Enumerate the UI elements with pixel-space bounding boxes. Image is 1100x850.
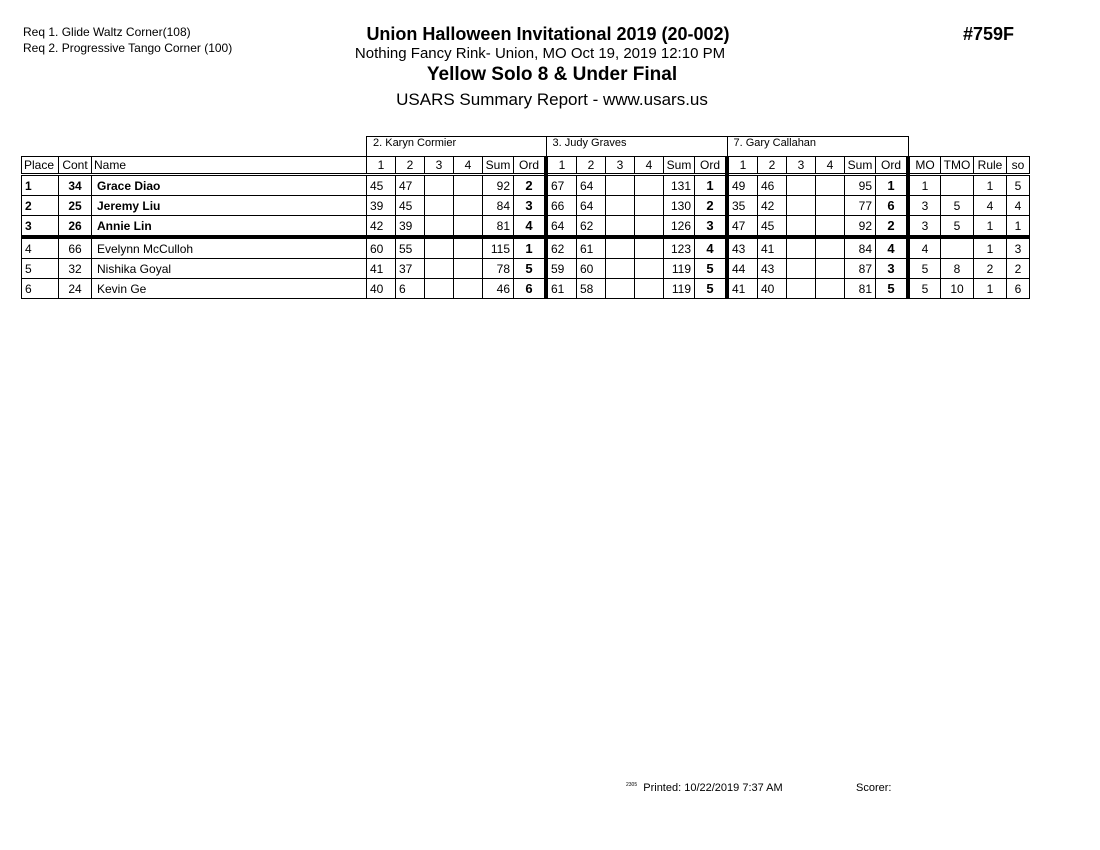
col-place: Place <box>22 157 59 175</box>
ord-cell: 1 <box>876 175 909 196</box>
col-score: 2 <box>758 157 787 175</box>
so-cell: 5 <box>1007 175 1030 196</box>
score-cell: 45 <box>396 196 425 216</box>
so-cell: 2 <box>1007 259 1030 279</box>
score-cell: 61 <box>577 237 606 259</box>
sum-cell: 92 <box>483 175 514 196</box>
score-cell <box>454 175 483 196</box>
score-cell <box>635 279 664 299</box>
col-ord: Ord <box>695 157 728 175</box>
score-cell: 41 <box>727 279 758 299</box>
score-cell: 60 <box>367 237 396 259</box>
score-cell <box>425 216 454 238</box>
table-row <box>22 175 1030 196</box>
so-cell: 3 <box>1007 237 1030 259</box>
competition-title: Union Halloween Invitational 2019 (20-002) <box>366 24 730 44</box>
score-cell: 66 <box>546 196 577 216</box>
ord-cell: 2 <box>514 175 547 196</box>
score-cell: 37 <box>396 259 425 279</box>
ord-cell: 4 <box>876 237 909 259</box>
sum-cell: 77 <box>845 196 876 216</box>
sum-cell: 87 <box>845 259 876 279</box>
ord-cell: 5 <box>514 259 547 279</box>
score-cell <box>816 279 845 299</box>
rule-cell: 4 <box>974 196 1007 216</box>
report-title: USARS Summary Report - www.usars.us <box>396 90 708 109</box>
mo-cell: 5 <box>908 259 941 279</box>
score-cell <box>425 237 454 259</box>
sum-cell: 119 <box>664 279 695 299</box>
name-cell: Kevin Ge <box>92 279 367 299</box>
mo-cell: 3 <box>908 216 941 238</box>
place-cell: 1 <box>22 175 59 196</box>
score-cell: 47 <box>396 175 425 196</box>
ord-cell: 5 <box>876 279 909 299</box>
results-table <box>21 136 1030 299</box>
sum-cell: 46 <box>483 279 514 299</box>
score-cell <box>816 175 845 196</box>
col-rule: Rule <box>974 157 1007 175</box>
ord-cell: 5 <box>695 259 728 279</box>
table-row <box>22 216 1030 238</box>
sum-cell: 126 <box>664 216 695 238</box>
sum-cell: 92 <box>845 216 876 238</box>
score-cell: 45 <box>758 216 787 238</box>
score-cell: 44 <box>727 259 758 279</box>
score-cell <box>606 279 635 299</box>
score-cell <box>787 175 816 196</box>
score-cell <box>816 196 845 216</box>
name-cell: Annie Lin <box>92 216 367 238</box>
score-cell: 42 <box>758 196 787 216</box>
sum-cell: 84 <box>845 237 876 259</box>
score-cell: 46 <box>758 175 787 196</box>
table-row <box>22 237 1030 259</box>
col-score: 3 <box>787 157 816 175</box>
ord-cell: 2 <box>876 216 909 238</box>
table-row <box>22 196 1030 216</box>
so-cell: 4 <box>1007 196 1030 216</box>
sum-cell: 131 <box>664 175 695 196</box>
cont-cell: 25 <box>59 196 92 216</box>
col-name: Name <box>92 157 367 175</box>
score-cell: 6 <box>396 279 425 299</box>
rule-cell: 1 <box>974 237 1007 259</box>
score-cell: 58 <box>577 279 606 299</box>
scorer-label: Scorer: <box>856 782 892 794</box>
rule-cell: 2 <box>974 259 1007 279</box>
mo-cell: 1 <box>908 175 941 196</box>
place-cell: 2 <box>22 196 59 216</box>
score-cell <box>787 237 816 259</box>
score-cell <box>635 259 664 279</box>
sum-cell: 81 <box>845 279 876 299</box>
col-ord: Ord <box>876 157 909 175</box>
score-cell: 64 <box>546 216 577 238</box>
score-cell <box>425 196 454 216</box>
score-cell <box>816 216 845 238</box>
sum-cell: 123 <box>664 237 695 259</box>
score-cell <box>425 175 454 196</box>
col-sum: Sum <box>664 157 695 175</box>
score-cell <box>425 259 454 279</box>
score-cell <box>787 279 816 299</box>
score-cell: 62 <box>577 216 606 238</box>
sum-cell: 95 <box>845 175 876 196</box>
score-cell: 55 <box>396 237 425 259</box>
column-header-row <box>22 157 1030 175</box>
score-cell <box>787 259 816 279</box>
score-cell: 67 <box>546 175 577 196</box>
so-cell: 1 <box>1007 216 1030 238</box>
mo-cell: 4 <box>908 237 941 259</box>
table-row <box>22 259 1030 279</box>
score-cell: 42 <box>367 216 396 238</box>
score-cell <box>635 175 664 196</box>
ord-cell: 2 <box>695 196 728 216</box>
cont-cell: 24 <box>59 279 92 299</box>
requirement-1: Req 1. Glide Waltz Corner(108) <box>23 25 191 39</box>
sum-cell: 78 <box>483 259 514 279</box>
score-cell <box>787 196 816 216</box>
ord-cell: 5 <box>695 279 728 299</box>
tmo-cell: 5 <box>941 196 974 216</box>
score-cell: 64 <box>577 175 606 196</box>
sum-cell: 81 <box>483 216 514 238</box>
requirement-2: Req 2. Progressive Tango Corner (100) <box>23 41 233 55</box>
col-score: 3 <box>425 157 454 175</box>
cont-cell: 66 <box>59 237 92 259</box>
cont-cell: 26 <box>59 216 92 238</box>
col-so: so <box>1007 157 1030 175</box>
score-cell: 41 <box>758 237 787 259</box>
score-cell: 40 <box>758 279 787 299</box>
venue-date: Nothing Fancy Rink- Union, MO Oct 19, 2019 12:10 PM <box>354 45 726 62</box>
score-cell <box>454 259 483 279</box>
score-cell: 45 <box>367 175 396 196</box>
ord-cell: 3 <box>514 196 547 216</box>
ord-cell: 6 <box>514 279 547 299</box>
score-cell <box>454 216 483 238</box>
place-cell: 4 <box>22 237 59 259</box>
tmo-cell: 5 <box>941 216 974 238</box>
judge-name: 7. Gary Callahan <box>727 137 908 157</box>
col-score: 1 <box>727 157 758 175</box>
sum-cell: 84 <box>483 196 514 216</box>
score-cell: 39 <box>396 216 425 238</box>
name-cell: Evelynn McCulloh <box>92 237 367 259</box>
score-cell <box>635 196 664 216</box>
rule-cell: 1 <box>974 175 1007 196</box>
ord-cell: 3 <box>695 216 728 238</box>
judge-name: 3. Judy Graves <box>546 137 727 157</box>
judge-name: 2. Karyn Cormier <box>367 137 547 157</box>
place-cell: 5 <box>22 259 59 279</box>
col-score: 3 <box>606 157 635 175</box>
score-cell <box>787 216 816 238</box>
ord-cell: 1 <box>695 175 728 196</box>
score-cell: 39 <box>367 196 396 216</box>
score-cell <box>635 216 664 238</box>
table-row <box>22 279 1030 299</box>
score-cell <box>454 279 483 299</box>
tmo-cell <box>941 237 974 259</box>
printed-info <box>626 782 783 794</box>
report-code: 2305 <box>626 782 638 788</box>
score-cell: 35 <box>727 196 758 216</box>
col-score: 1 <box>367 157 396 175</box>
sum-cell: 119 <box>664 259 695 279</box>
printed-date: Printed: 10/22/2019 7:37 AM <box>643 782 783 794</box>
rule-cell: 1 <box>974 216 1007 238</box>
tmo-cell: 10 <box>941 279 974 299</box>
score-cell <box>816 259 845 279</box>
sum-cell: 115 <box>483 237 514 259</box>
col-sum: Sum <box>483 157 514 175</box>
score-cell: 59 <box>546 259 577 279</box>
score-cell: 64 <box>577 196 606 216</box>
so-cell: 6 <box>1007 279 1030 299</box>
col-score: 2 <box>396 157 425 175</box>
col-score: 4 <box>454 157 483 175</box>
score-cell: 40 <box>367 279 396 299</box>
event-number: #759F <box>963 24 1015 44</box>
name-cell: Jeremy Liu <box>92 196 367 216</box>
score-cell <box>454 196 483 216</box>
col-score: 4 <box>816 157 845 175</box>
score-cell: 43 <box>758 259 787 279</box>
ord-cell: 4 <box>695 237 728 259</box>
score-cell <box>606 196 635 216</box>
score-cell: 41 <box>367 259 396 279</box>
ord-cell: 3 <box>876 259 909 279</box>
score-cell <box>606 175 635 196</box>
col-sum: Sum <box>845 157 876 175</box>
event-title: Yellow Solo 8 & Under Final <box>426 64 678 85</box>
ord-cell: 6 <box>876 196 909 216</box>
col-score: 4 <box>635 157 664 175</box>
score-cell <box>425 279 454 299</box>
col-score: 2 <box>577 157 606 175</box>
ord-cell: 1 <box>514 237 547 259</box>
tmo-cell: 8 <box>941 259 974 279</box>
score-cell: 62 <box>546 237 577 259</box>
score-cell <box>606 216 635 238</box>
score-cell <box>454 237 483 259</box>
name-cell: Grace Diao <box>92 175 367 196</box>
score-cell <box>606 237 635 259</box>
score-cell: 43 <box>727 237 758 259</box>
sum-cell: 130 <box>664 196 695 216</box>
place-cell: 6 <box>22 279 59 299</box>
rule-cell: 1 <box>974 279 1007 299</box>
col-ord: Ord <box>514 157 547 175</box>
col-cont: Cont <box>59 157 92 175</box>
mo-cell: 3 <box>908 196 941 216</box>
score-cell <box>816 237 845 259</box>
cont-cell: 34 <box>59 175 92 196</box>
cont-cell: 32 <box>59 259 92 279</box>
score-cell: 60 <box>577 259 606 279</box>
score-cell: 49 <box>727 175 758 196</box>
score-cell: 61 <box>546 279 577 299</box>
judge-header-row <box>22 137 1030 157</box>
name-cell: Nishika Goyal <box>92 259 367 279</box>
place-cell: 3 <box>22 216 59 238</box>
score-cell <box>606 259 635 279</box>
score-cell: 47 <box>727 216 758 238</box>
col-score: 1 <box>546 157 577 175</box>
mo-cell: 5 <box>908 279 941 299</box>
col-tmo: TMO <box>941 157 974 175</box>
tmo-cell <box>941 175 974 196</box>
col-mo: MO <box>908 157 941 175</box>
score-cell <box>635 237 664 259</box>
ord-cell: 4 <box>514 216 547 238</box>
